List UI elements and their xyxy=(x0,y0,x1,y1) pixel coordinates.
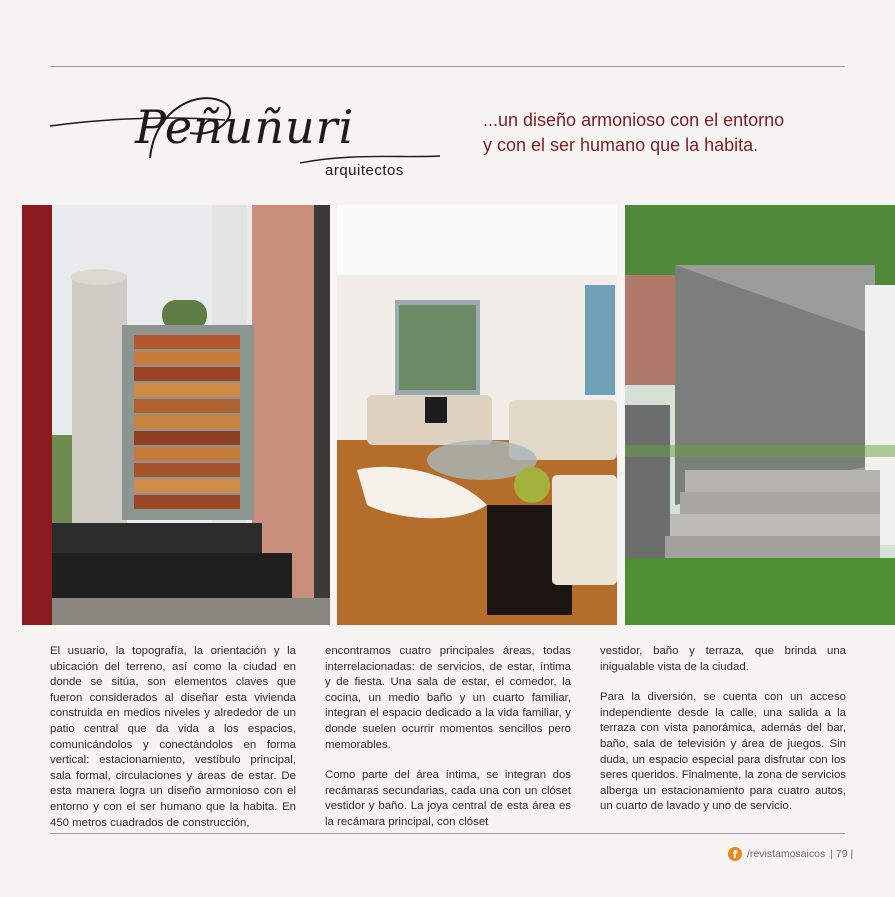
paragraph: El usuario, la topografía, la orientación y la ubicación del terreno, así como la ciudad en donde se sitúa, son elementos claves que fueron considerados al diseñar esta vivienda construida en medios niveles y alrededor de un patio central que da vida a los espacios, comunicándolos y conectándolos en forma vertical: estacionamiento, vestíbulo principal, sala formal, circulaciones y áreas de estar. De esta manera logra un diseño armonioso con el entorno y con el ser humano que la habita. En 450 metros cuadrados de construcción, xyxy=(50,645,296,829)
text-column-2 xyxy=(325,644,571,846)
bottom-rule xyxy=(50,833,845,834)
garden-stairs-photo xyxy=(625,205,895,625)
entry-gate-photo xyxy=(52,205,330,625)
text-column-1 xyxy=(50,644,296,846)
tagline-line-1: ...un diseño armonioso con el entorno xyxy=(483,110,785,130)
paragraph: Como parte del área íntima, se integran dos recámaras secundarias, cada una con un clóset vestidor y baño. La joya central de esta área es la recámara principal, con clóset xyxy=(325,769,571,828)
accent-bar xyxy=(22,205,52,625)
facebook-icon[interactable]: f xyxy=(728,847,742,861)
paragraph: vestidor, baño y terraza, que brinda una inigualable vista de la ciudad. xyxy=(600,645,846,673)
logo-subtitle: arquitectos xyxy=(325,162,404,179)
top-rule xyxy=(50,66,845,67)
paragraph: encontramos cuatro principales áreas, todas interrelacionadas: de servicios, de estar, íntima y de fiesta. Una sala de estar, el comedor, la cocina, un medio baño y un cuarto familiar, integran el espacio dedicado a la vida familiar, y donde suelen ocurrir momentos sencillos pero memorables. xyxy=(325,645,571,751)
logo-wordmark: Peñuñuri xyxy=(135,100,355,154)
text-column-3 xyxy=(600,644,846,830)
paragraph: Para la diversión, se cuenta con un acceso independiente desde la calle, una salida a la terraza con vista panorámica, además del bar, baño, sala de televisión y área de juegos. Sin duda, un espacio especial para disfrutar con los seres queridos. Finalmente, la zona de servicios alberga un estacionamiento para cuatro autos, un cuarto de lavado y uno de servicio. xyxy=(600,691,846,813)
social-handle[interactable]: /revistamosaicos xyxy=(747,848,826,860)
logo xyxy=(50,78,450,188)
tagline xyxy=(483,108,813,158)
tagline-line-2: y con el ser humano que la habita. xyxy=(483,135,759,155)
living-room-photo xyxy=(337,205,617,625)
footer xyxy=(728,845,853,863)
page-number: | 79 | xyxy=(830,848,854,860)
